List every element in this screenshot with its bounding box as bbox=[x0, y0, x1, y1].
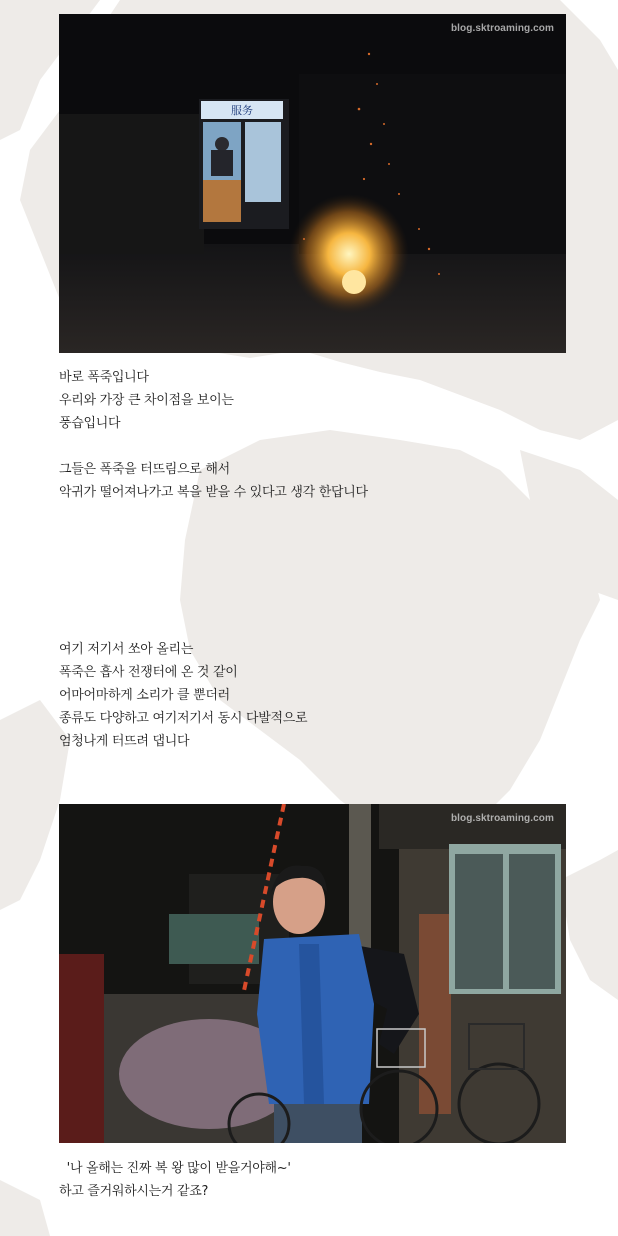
firecracker-scene-illustration bbox=[59, 14, 566, 353]
man-in-blue-vest-photo bbox=[59, 804, 566, 1143]
door-glass-left bbox=[455, 854, 503, 989]
caption-quote-line: '나 올해는 진짜 복 왕 많이 받을거야해~' bbox=[59, 1161, 291, 1176]
paragraph-line: 그들은 폭죽을 터뜨림으로 해서 bbox=[59, 462, 230, 477]
photo-watermark: blog.sktroaming.com bbox=[450, 813, 554, 824]
caption-line: 하고 즐거워하시는거 같죠? bbox=[59, 1184, 209, 1199]
firework-burst bbox=[289, 194, 409, 314]
photo-watermark: blog.sktroaming.com bbox=[450, 23, 554, 34]
paragraph-line: 바로 폭죽입니다 bbox=[59, 370, 149, 385]
map-land-corner bbox=[0, 1180, 50, 1236]
paragraph-line: 어마어마하게 소리가 클 뿐더러 bbox=[59, 688, 230, 703]
map-land-south bbox=[560, 850, 618, 1000]
paragraph-line: 여기 저기서 쏘아 올리는 bbox=[59, 642, 194, 657]
paragraph-line: 엄청나게 터뜨려 댑니다 bbox=[59, 734, 190, 749]
paragraph-1 bbox=[59, 366, 368, 504]
person-left-red bbox=[59, 954, 104, 1143]
building-left bbox=[59, 114, 204, 254]
firework-core bbox=[342, 270, 366, 294]
firecracker-night-photo bbox=[59, 14, 566, 353]
caption bbox=[59, 1157, 291, 1203]
paragraph-line bbox=[59, 435, 368, 458]
door-glass-right bbox=[509, 854, 555, 989]
paragraph-2 bbox=[59, 638, 307, 753]
shopkeeper-body bbox=[211, 150, 233, 176]
brick-column bbox=[419, 914, 451, 1114]
shopkeeper-head bbox=[215, 137, 229, 151]
paragraph-line: 풍습입니다 bbox=[59, 416, 121, 431]
paragraph-line: 종류도 다양하고 여기저기서 동시 다발적으로 bbox=[59, 711, 308, 726]
man-scene-illustration bbox=[59, 804, 566, 1143]
shop-sign-text: 服务 bbox=[231, 104, 253, 117]
paragraph-line: 악귀가 떨어져나가고 복을 받을 수 있다고 생각 한답니다 bbox=[59, 485, 368, 500]
paragraph-line: 우리와 가장 큰 차이점을 보이는 bbox=[59, 393, 234, 408]
shop-door bbox=[203, 180, 241, 222]
roof-eave bbox=[379, 804, 566, 849]
shop-window-2 bbox=[245, 122, 281, 202]
paragraph-line: 폭죽은 흡사 전쟁터에 온 것 같이 bbox=[59, 665, 238, 680]
green-crates bbox=[169, 914, 259, 964]
